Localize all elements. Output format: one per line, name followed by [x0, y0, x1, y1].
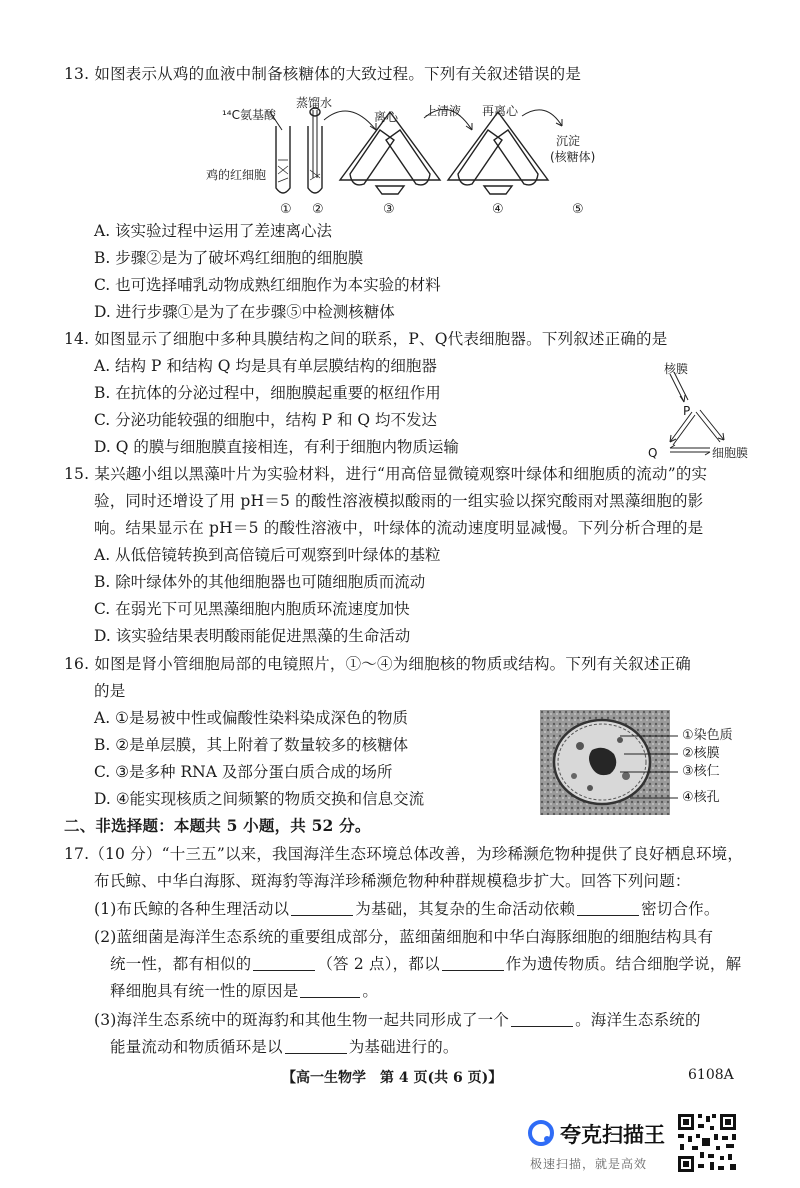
q15-stem-line-3: 响。结果显示在 pH＝5 的酸性溶液中，叶绿体的流动速度明显减慢。下列分析合理的是 [94, 519, 704, 537]
label-nuclear-membrane: 核膜 [664, 362, 689, 376]
q17-p2-text-b: （答 2 点），都以 [317, 955, 440, 973]
q13-option-d: D. 进行步骤①是为了在步骤⑤中检测核糖体 [94, 303, 395, 321]
q17-part-1 [94, 898, 720, 920]
q15-stem-line-1: 15. 某兴趣小组以黑藻叶片为实验材料，进行“用高倍显微镜观察叶绿体和细胞质的流动”的实 [64, 465, 708, 483]
centrifuge-2 [448, 112, 548, 194]
q14-option-c: C. 分泌功能较强的细胞中，结构 P 和 Q 均不发达 [94, 411, 438, 429]
q17-p3-text-d: 为基础进行的。 [348, 1038, 459, 1056]
label-nucleolus: ③核仁 [682, 764, 720, 779]
q14-stem: 14. 如图显示了细胞中多种具膜结构之间的联系，P、Q代表细胞器。下列叙述正确的是 [64, 330, 668, 348]
q17-p2-text-c: 作为遗传物质。结合细胞学说，解 [505, 955, 742, 973]
label-chromatin: ①染色质 [682, 728, 733, 743]
q17-p2-text-d: 释细胞具有统一性的原因是 [110, 982, 299, 1000]
q17-p3-text-c: 能量流动和物质循环是以 [110, 1038, 283, 1056]
q16-option-a: A. ①是易被中性或偏酸性染料染成深色的物质 [94, 709, 408, 727]
step-2: ② [312, 202, 324, 217]
q14-option-b: B. 在抗体的分泌过程中，细胞膜起重要的枢纽作用 [94, 384, 441, 402]
q17-part-3-line-2 [110, 1036, 459, 1058]
label-chicken-rbc: 鸡的红细胞 [206, 168, 267, 182]
label-precipitate: 沉淀 [556, 134, 581, 148]
step-3: ③ [383, 202, 395, 217]
q16-stem-line-2: 的是 [94, 682, 126, 700]
q15-option-b: B. 除叶绿体外的其他细胞器也可随细胞质而流动 [94, 573, 426, 591]
q17-p2-text-e: 。 [362, 982, 379, 1000]
q17-p1-text-b: 为基础，其复杂的生命活动依赖 [355, 900, 576, 918]
label-cell-membrane: 细胞膜 [712, 446, 749, 460]
label-supernatant: 上清液 [425, 104, 462, 118]
brand-slogan: 极速扫描，就是高效 [530, 1157, 648, 1171]
q17-part-2-line-2 [110, 953, 741, 975]
q14-option-a: A. 结构 P 和结构 Q 均是具有单层膜结构的细胞器 [94, 357, 437, 375]
paper-code: 6108A [688, 1067, 734, 1083]
q17-part-2-line-1: (2)蓝细菌是海洋生态系统的重要组成部分，蓝细菌细胞和中华白海豚细胞的细胞结构具有 [94, 928, 714, 946]
q17-p3-text-a: (3)海洋生态系统中的斑海豹和其他生物一起共同形成了一个 [94, 1011, 510, 1029]
q15-option-a: A. 从低倍镜转换到高倍镜后可观察到叶绿体的基粒 [94, 546, 441, 564]
blank-1[interactable] [291, 900, 353, 916]
label-q: Q [648, 446, 658, 460]
label-centrifuge: 离心 [374, 110, 399, 124]
label-recentrifuge: 再离心 [482, 104, 519, 118]
q17-part-2-line-3 [110, 980, 378, 1002]
label-distilled-water: 蒸馏水 [296, 96, 333, 110]
blank-7[interactable] [285, 1038, 347, 1054]
brand-name: 夸克扫描王 [560, 1123, 665, 1147]
label-ribosome: (核糖体) [550, 150, 596, 164]
q14-option-d: D. Q 的膜与细胞膜直接相连，有利于细胞内物质运输 [94, 438, 459, 456]
q16-option-b: B. ②是单层膜，其上附着了数量较多的核糖体 [94, 736, 409, 754]
test-tube-1 [276, 126, 290, 193]
blank-3[interactable] [253, 955, 315, 971]
q13-option-c: C. 也可选择哺乳动物成熟红细胞作为本实验的材料 [94, 276, 441, 294]
q17-p1-text-c: 密切合作。 [641, 900, 720, 918]
step-5: ⑤ [572, 202, 584, 217]
section-2-title: 二、非选择题：本题共 5 小题，共 52 分。 [64, 816, 371, 835]
q16-stem-line-1: 16. 如图是肾小管细胞局部的电镜照片，①～④为细胞核的物质或结构。下列有关叙述正确 [64, 655, 691, 673]
qr-code-icon [676, 1112, 738, 1174]
label-p: P [683, 404, 691, 418]
blank-2[interactable] [577, 900, 639, 916]
step-4: ④ [492, 202, 504, 217]
q16-leader-lines [620, 730, 680, 810]
q13-option-b: B. 步骤②是为了破坏鸡红细胞的细胞膜 [94, 249, 364, 267]
page-footer: 【高一生物学 第 4 页(共 6 页)】 [282, 1070, 503, 1086]
q15-option-d: D. 该实验结果表明酸雨能促进黑藻的生命活动 [94, 627, 411, 645]
q17-p1-text-a: (1)布氏鲸的各种生理活动以 [94, 900, 290, 918]
step-1: ① [280, 202, 292, 217]
quark-logo-icon [528, 1120, 554, 1146]
q17-stem-line-2: 布氏鲸、中华白海豚、斑海豹等海洋珍稀濒危物种种群规模稳步扩大。回答下列问题： [94, 872, 691, 890]
label-nuclear-pore: ④核孔 [682, 790, 720, 805]
blank-5[interactable] [300, 982, 360, 998]
q17-p2-text-a: 统一性，都有相似的 [110, 955, 252, 973]
blank-4[interactable] [442, 955, 504, 971]
blank-6[interactable] [511, 1011, 573, 1027]
q17-stem-line-1: 17.（10 分）“十三五”以来，我国海洋生态环境总体改善，为珍稀濒危物种提供了良好栖息环境， [64, 845, 744, 863]
q13-stem: 13. 如图表示从鸡的血液中制备核糖体的大致过程。下列有关叙述错误的是 [64, 65, 582, 83]
q16-option-d: D. ④能实现核质之间频繁的物质交换和信息交流 [94, 790, 425, 808]
q15-stem-line-2: 验，同时还增设了用 pH＝5 的酸性溶液模拟酸雨的一组实验以探究酸雨对黑藻细胞的影 [94, 492, 704, 510]
centrifuge-1 [340, 112, 440, 194]
test-tube-2 [308, 108, 322, 193]
q17-p3-text-b: 。海洋生态系统的 [575, 1011, 701, 1029]
label-14c-amino-acid: ¹⁴C氨基酸 [222, 108, 277, 122]
label-nuclear-envelope: ②核膜 [682, 746, 720, 761]
q13-option-a: A. 该实验过程中运用了差速离心法 [94, 222, 333, 240]
q15-option-c: C. 在弱光下可见黑藻细胞内胞质环流速度加快 [94, 600, 410, 618]
q14-diagram [640, 360, 760, 460]
q17-part-3-line-1 [94, 1009, 701, 1031]
q16-option-c: C. ③是多种 RNA 及部分蛋白质合成的场所 [94, 763, 393, 781]
